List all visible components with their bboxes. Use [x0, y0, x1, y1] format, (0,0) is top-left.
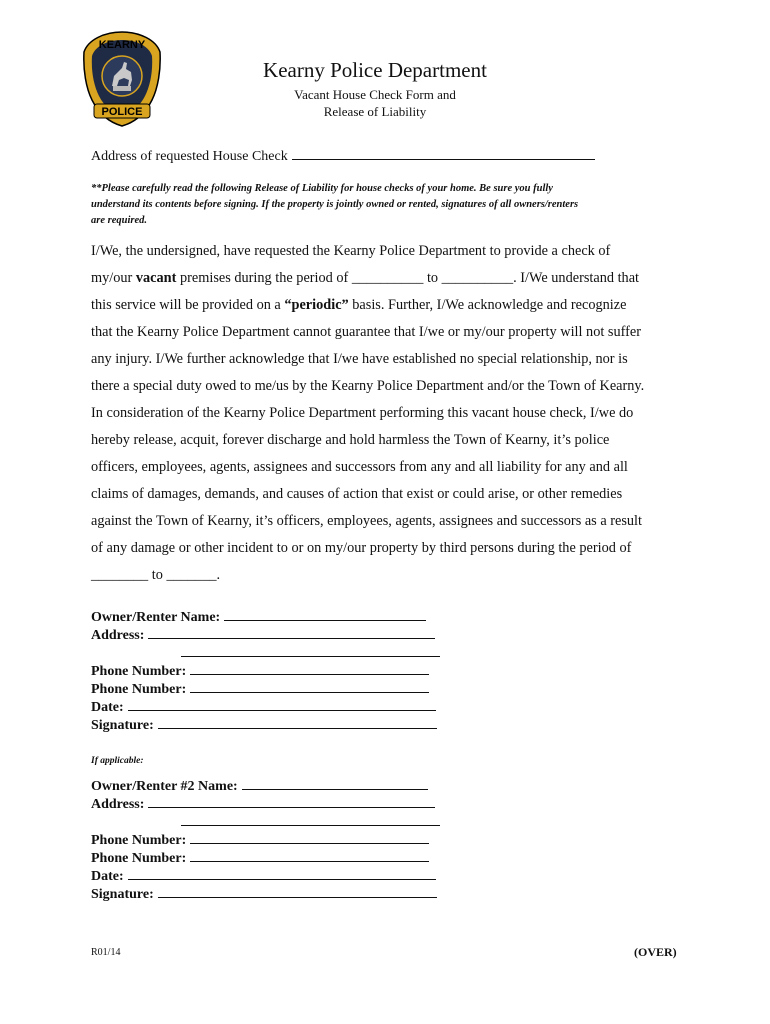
owner-2-date-input[interactable]	[128, 866, 436, 880]
owner-date-label: Date:	[91, 700, 124, 715]
header	[0, 58, 750, 120]
notice-line-2: understand its contents before signing. If the property is jointly owned or rented, signatures of all owners/renters	[91, 199, 579, 210]
release-line-12: of any damage or other incident to or on my/our property by third persons during the period of	[91, 540, 632, 556]
owner-address-label: Address:	[91, 628, 145, 643]
release-line-4: that the Kearny Police Department cannot guarantee that I/we or my/our property will not suffer	[91, 324, 641, 340]
owner-2-address-label: Address:	[91, 797, 145, 812]
owner-date-input[interactable]	[128, 697, 436, 711]
owner-2-signature-input[interactable]	[158, 884, 437, 898]
release-line-11: against the Town of Kearny, it’s officers, employees, agents, assignees and successors as a result	[91, 513, 643, 529]
owner-2-date-label: Date:	[91, 869, 124, 884]
owner-2-phone-1-label: Phone Number:	[91, 833, 187, 848]
address-field-row	[91, 145, 595, 165]
owner-address-input-line-2[interactable]	[181, 643, 440, 657]
release-line-3: this service will be provided on a “periodic” basis. Further, I/We acknowledge and recognize	[91, 297, 627, 313]
revision-code: R01/14	[91, 947, 121, 958]
over-indicator: (OVER)	[634, 945, 677, 959]
owner-2-address-input-line-2[interactable]	[181, 812, 440, 826]
if-applicable-note: If applicable:	[91, 756, 144, 766]
release-notice	[91, 181, 691, 229]
owner-2-phone-1-input[interactable]	[190, 830, 429, 844]
release-line-1: I/We, the undersigned, have requested the Kearny Police Department to provide a check of	[91, 243, 611, 259]
owner-2-phone-2-input[interactable]	[190, 848, 429, 862]
page-title: Kearny Police Department	[263, 58, 487, 82]
release-line-6: there a special duty owed to me/us by the Kearny Police Department and/or the Town of Kearny.	[91, 378, 645, 394]
release-line-5: any injury. I/We further acknowledge that I/we have established no special relationship, nor is	[91, 351, 628, 367]
badge-bottom-text: POLICE	[101, 106, 143, 118]
release-line-8: hereby release, acquit, forever discharge and hold harmless the Town of Kearny, it’s police	[91, 432, 610, 448]
owner-2-name-input[interactable]	[242, 776, 428, 790]
owner-name-input[interactable]	[224, 607, 426, 621]
owner-signature-input[interactable]	[158, 715, 437, 729]
owner-2-fields	[91, 776, 440, 902]
owner-phone-2-label: Phone Number:	[91, 682, 187, 697]
vacant-emphasis: vacant	[135, 270, 177, 286]
owner-phone-2-input[interactable]	[190, 679, 429, 693]
address-input-line[interactable]	[292, 145, 595, 160]
periodic-emphasis: “periodic”	[284, 297, 349, 313]
owner-2-signature-label: Signature:	[91, 887, 154, 902]
release-line-13: ________ to _______.	[91, 567, 221, 583]
owner-2-phone-2-label: Phone Number:	[91, 851, 187, 866]
address-label: Address of requested House Check	[91, 149, 288, 164]
notice-line-1: **Please carefully read the following Release of Liability for house checks of your home. Be sure you fully	[91, 183, 553, 194]
owner-phone-1-input[interactable]	[190, 661, 429, 675]
notice-line-3: are required.	[91, 215, 147, 226]
subtitle-line-2: Release of Liability	[323, 104, 427, 119]
owner-name-label: Owner/Renter Name:	[91, 610, 221, 625]
release-line-2: my/our vacant premises during the period of __________ to __________. I/We understand that	[91, 270, 640, 286]
badge-top-text: KEARNY	[98, 39, 146, 51]
owner-signature-label: Signature:	[91, 718, 154, 733]
owner-phone-1-label: Phone Number:	[91, 664, 187, 679]
subtitle-line-1: Vacant House Check Form and	[294, 87, 456, 102]
release-line-10: claims of damages, demands, and causes of action that exist or could arise, or other remedies	[91, 486, 623, 502]
owner-2-name-label: Owner/Renter #2 Name:	[91, 779, 238, 794]
owner-2-address-input[interactable]	[148, 794, 435, 808]
release-line-9: officers, employees, agents, assignees and successors from any and all liability for any and all	[91, 459, 628, 475]
release-of-liability-text	[91, 238, 691, 589]
owner-1-fields	[91, 607, 440, 733]
owner-address-input[interactable]	[148, 625, 435, 639]
release-line-7: In consideration of the Kearny Police Department performing this vacant house check, I/we do	[91, 405, 634, 421]
